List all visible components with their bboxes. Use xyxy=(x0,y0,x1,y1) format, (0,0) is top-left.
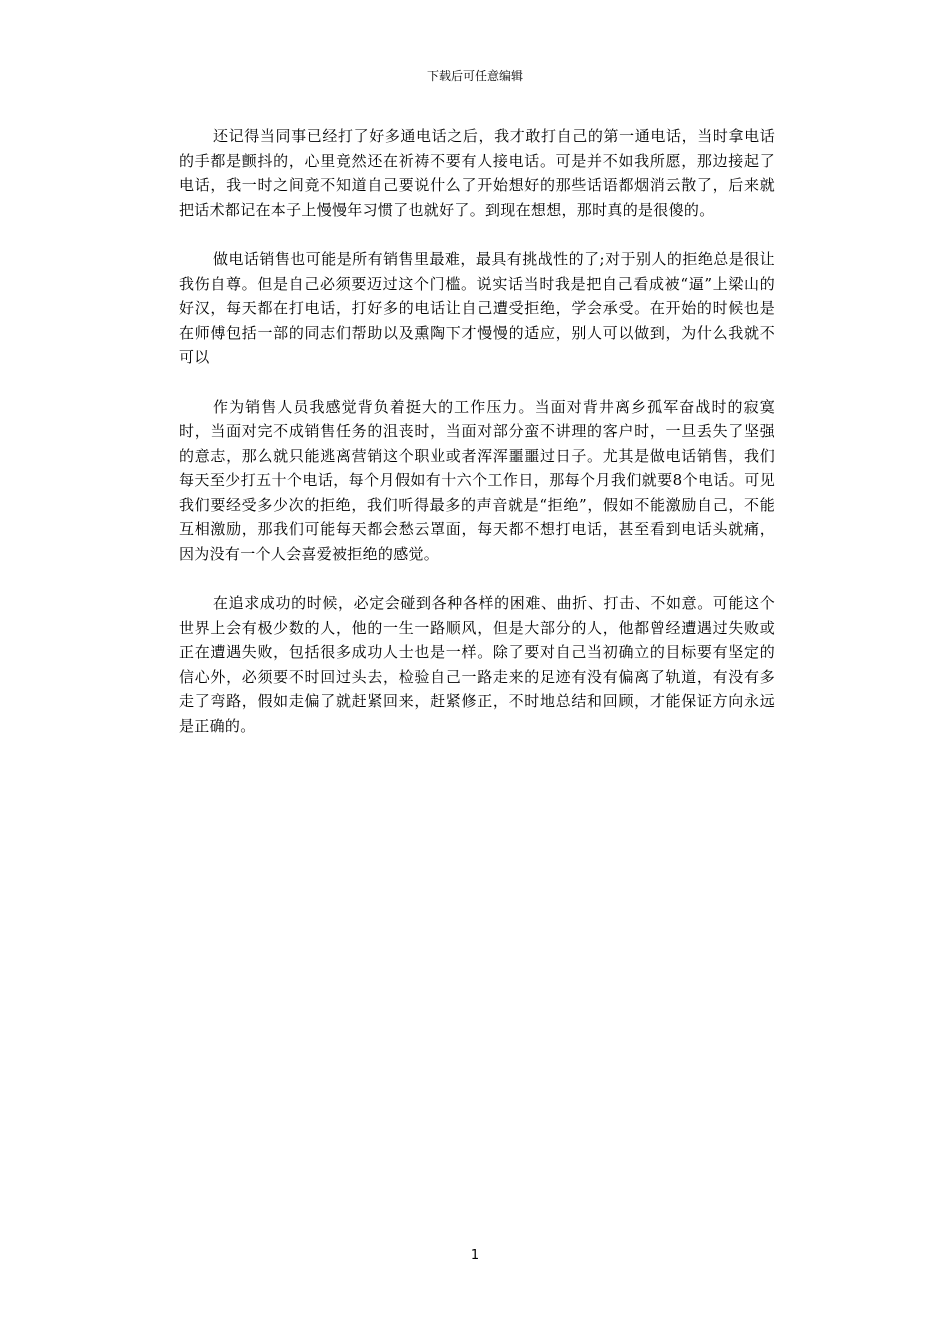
paragraph-3: 作为销售人员我感觉背负着挺大的工作压力。当面对背井离乡孤军奋战时的寂寞时，当面对完不成销售任务的沮丧时，当面对部分蛮不讲理的客户时，一旦丢失了坚强的意志，那么就只能逃离营销这个职业或者浑浑噩噩过日子。尤其是做电话销售，我们每天至少打五十个电话，每个月假如有十六个工作日，那每个月我们就要8个电话。可见我们要经受多少次的拒绝，我们听得最多的声音就是“拒绝”，假如不能激励自己，不能互相激励，那我们可能每天都会愁云罩面，每天都不想打电话，甚至看到电话头就痛，因为没有一个人会喜爱被拒绝的感觉。 xyxy=(179,397,775,563)
page-number: 1 xyxy=(470,1248,480,1263)
document-body xyxy=(179,124,775,763)
paragraph-4: 在追求成功的时候，必定会碰到各种各样的困难、曲折、打击、不如意。可能这个世界上会有极少数的人，他的一生一路顺风，但是大部分的人，他都曾经遭遇过失败或正在遭遇失败，包括很多成功人士也是一样。除了要对自己当初确立的目标要有坚定的信心外，必须要不时回过头去，检验自己一路走来的足迹有没有偏离了轨道，有没有多走了弯路，假如走偏了就赶紧回来，赶紧修正，不时地总结和回顾，才能保证方向永远是正确的。 xyxy=(179,594,775,735)
paragraph-1: 还记得当同事已经打了好多通电话之后，我才敢打自己的第一通电话，当时拿电话的手都是颤抖的，心里竟然还在祈祷不要有人接电话。可是并不如我所愿，那边接起了电话，我一时之间竟不知道自己要说什么了开始想好的那些话语都烟消云散了，后来就把话术都记在本子上慢慢年习惯了也就好了。到现在想想，那时真的是很傻的。 xyxy=(179,127,775,219)
paragraph-2: 做电话销售也可能是所有销售里最难，最具有挑战性的了;对于别人的拒绝总是很让我伤自尊。但是自己必须要迈过这个门槛。说实话当时我是把自己看成被“逼”上梁山的好汉，每天都在打电话，打好多的电话让自己遭受拒绝，学会承受。在开始的时候也是在师傅包括一部的同志们帮助以及熏陶下才慢慢的适应，别人可以做到，为什么我就不可以 xyxy=(179,250,775,366)
page-header: 下载后可任意编辑 xyxy=(426,69,523,83)
